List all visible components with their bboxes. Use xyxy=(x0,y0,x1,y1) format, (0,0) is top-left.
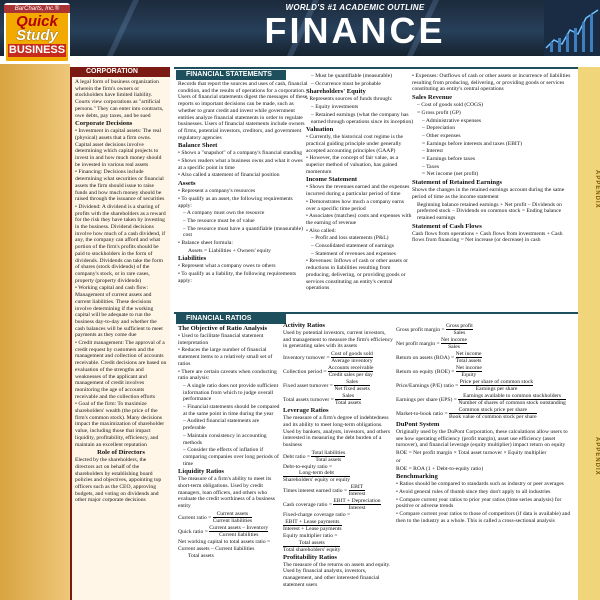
body-text: – Consider the effects of inflation if comparing companies over long periods of time xyxy=(183,447,279,467)
formula-numerator: Sales xyxy=(334,379,369,386)
body-text: • Compare current year ratios to prior year ratios (time series analysis) for positive or adverse trends xyxy=(396,496,562,510)
formula-fraction xyxy=(213,511,252,524)
section-heading: Statement of Retained Earnings xyxy=(412,179,502,187)
formula-fraction xyxy=(349,484,366,497)
financial-ratios-col-3 xyxy=(396,322,576,600)
formula-numerator: EBIT xyxy=(349,484,366,491)
formula-denominator: Total assets xyxy=(335,400,362,407)
formula-label: Inventory turnover = xyxy=(283,354,332,361)
formula-denominator: Total shareholders' equity xyxy=(283,546,341,553)
formula-fraction xyxy=(331,351,373,364)
formula-numerator: Cost of goods sold xyxy=(331,351,373,358)
formula-denominator: Sales xyxy=(448,344,460,350)
ratio-formula xyxy=(283,498,395,511)
formula-label: Total assets turnover = xyxy=(283,396,336,403)
formula-fraction xyxy=(328,365,374,378)
formula-denominator: Credit sales per day xyxy=(328,372,373,379)
formula-numerator: Current assets – Inventory xyxy=(209,524,269,531)
financial-statements-col-2 xyxy=(306,73,414,313)
body-text: – Depreciation xyxy=(422,125,456,132)
formula-label: Cash coverage ratio = xyxy=(283,502,334,509)
body-text: • Reduces the large number of financial statement items to a relatively small set of ratios xyxy=(178,347,273,367)
formula-label: Return on equity (ROE) = xyxy=(396,368,456,375)
formula-numerator: Common stock price per share xyxy=(449,407,537,414)
body-text: Records that report the sources and uses of cash, financial condition, and the results of operations for a corporation. Users of financial statements digest the messages of these reports so important decisions can be made, such as whether to grant credit and invest while government entities analyze financial statements in order to regulate businesses. Users of financial statements include owners of firms, potential investors, creditors, and government regulatory agencies xyxy=(178,81,308,141)
formula-numerator: EBIT + Depreciation xyxy=(333,498,381,505)
formula-label: Fixed asset turnover = xyxy=(283,382,335,389)
formula-numerator: Gross profit xyxy=(445,323,473,329)
body-text: Net working capital to total assets ratio = Current assets – Current liabilities xyxy=(178,538,271,552)
body-text: Originally used by the DuPont Corporation, these calculations allow users to see how operating efficiency (profit margin), asset use efficiency (asset turnover), and financial leverage (equity multiplier) impact return on equity xyxy=(396,429,568,449)
ratio-formula xyxy=(396,407,576,420)
body-text: • Also called a statement of financial position xyxy=(178,172,280,179)
body-text: Used by potential investors, current investors, and management to measure the firm's efficiency in generating sales with its assets xyxy=(283,330,393,350)
formula-numerator: Net income xyxy=(455,365,482,371)
corporate-decision-item: • Working capital and cash flow: Management of current assets and current liabilities. These decisions involve determining if the working capital will be adequate to run the business day-to-day and whether the cash balances will be sufficient to meet payments as they come due xyxy=(75,285,163,339)
formula-label: Equity multiplier ratio = xyxy=(283,533,338,540)
quickstudy-logo: BarCharts, Inc.® Quick Study BUSINESS xyxy=(4,3,70,63)
formula-fraction xyxy=(283,470,350,483)
tagline: WORLD'S #1 ACADEMIC OUTLINE xyxy=(285,3,425,12)
corporation-heading: CORPORATION xyxy=(72,67,170,77)
formula-fraction xyxy=(441,337,467,350)
corporate-decision-item: • Goal of the firm: To maximize shareholders' wealth (the price of the firm's common stock). Many decisions impact the maximization of shareholder value, including those that impact liquidity, profitability, efficiency, and maintain an excellent reputation xyxy=(75,401,165,448)
ratio-formula xyxy=(283,484,395,497)
formula-fraction xyxy=(283,519,342,532)
body-text: – Consolidated statement of earnings xyxy=(311,243,394,250)
ratio-formula xyxy=(178,525,282,538)
body-text: or xyxy=(396,457,401,464)
body-text: • However, the concept of fair value, as a superior method of valuation, has gained momentum xyxy=(306,155,399,175)
formula-label: Debt ratio = xyxy=(283,453,312,460)
ratio-formula xyxy=(396,337,576,350)
body-text: Shows the changes in the retained earnings account during the same period of time as the income statement xyxy=(412,187,565,200)
body-text: • Represents sources of funds through: xyxy=(306,96,393,103)
body-text: • Used to facilitate financial statement interpretation xyxy=(178,333,264,346)
formula-label: Fixed-charge coverage ratio = xyxy=(283,512,351,519)
ratio-formula xyxy=(396,351,576,364)
formula-fraction xyxy=(460,379,533,392)
formula-label: Gross profit margin = xyxy=(396,326,446,333)
formula-denominator: Net fixed assets xyxy=(334,386,370,393)
formula-denominator: Sales xyxy=(453,330,466,336)
body-text: – Audited financial statements are preferable xyxy=(183,418,260,432)
formula-fraction xyxy=(335,393,361,406)
corporate-decision-item: • Financing: Decisions include determining what securities or financial assets the firm should issue to raise funds and how much money should be raised through the issuance of securities xyxy=(75,169,165,203)
formula-denominator: Book value of common stock per share xyxy=(449,414,537,420)
formula-label: Price/Earnings (P/E) ratio = xyxy=(396,382,460,389)
section-heading: Income Statement xyxy=(306,176,358,184)
body-text: – The resource must be of value xyxy=(183,217,255,224)
formula-fraction xyxy=(446,323,473,336)
formula-fraction xyxy=(456,351,482,364)
ratio-formula xyxy=(396,379,576,392)
formula-numerator: Total assets xyxy=(283,540,340,547)
body-text: ROE = Net profit margin × Total asset turnover × Equity multiplier xyxy=(396,450,547,457)
body-text: – Statement of revenues and expenses xyxy=(311,250,396,257)
section-heading: Valuation xyxy=(306,126,334,134)
body-text: Total assets xyxy=(188,553,214,560)
formula-numerator: Total liabilities xyxy=(311,449,346,456)
formula-numerator: Price per share of common stock xyxy=(459,379,534,385)
body-text: – Administrative expenses xyxy=(422,117,482,124)
body-text: – A single ratio does not provide sufficient information from which to judge overall performance xyxy=(183,382,279,403)
formula-fraction xyxy=(333,498,380,511)
formula-numerator: Sales xyxy=(335,393,361,400)
body-text: – Cost of goods sold (COGS) xyxy=(417,102,484,109)
ratio-formula xyxy=(283,533,395,553)
formula-label: Market-to-book ratio = xyxy=(396,410,450,417)
corporate-decisions-heading: Corporate Decisions xyxy=(75,120,133,128)
body-text: – The resource must have a quantifiable (measurable) cost xyxy=(183,225,303,239)
body-text: = Gross profit (GP) xyxy=(417,109,461,116)
body-text: – Retained earnings (what the company has earned through operations since its inception) xyxy=(311,111,414,125)
formula-denominator: Total assets xyxy=(315,456,342,463)
formula-fraction xyxy=(449,407,537,420)
formula-denominator: Shareholders' equity or equity xyxy=(283,477,351,484)
section-heading: Profitability Ratios xyxy=(283,553,337,561)
formula-label: Times interest earned ratio = xyxy=(283,488,349,495)
ratio-formula xyxy=(396,365,576,378)
body-text: – Occurrence must be probable xyxy=(311,80,381,87)
corporation-section xyxy=(70,67,170,600)
section-heading: Assets xyxy=(178,180,196,188)
role-of-directors-text: Elected by the shareholders, the directors act on behalf of the shareholders by establishing board policies and objectives, appointing top officers such as the CEO, approving budgets, and voting on dividends and other major corporate decisions xyxy=(75,457,162,504)
formula-fraction xyxy=(456,365,482,378)
body-text: – A company must own the resource xyxy=(183,210,265,217)
body-text: – Must be quantifiable (measurable) xyxy=(311,73,393,79)
corporation-intro: A legal form of business organization wherein the firm's owners or stockholders have limited liability. Courts view corporations as "artificial persons." They can enter into contracts, owe debts, pay taxes, and be sued xyxy=(75,79,164,119)
body-text: Beginning balance retained earnings + Net profit – Dividends on preferred stock – Dividends on common stock = Ending balance retained earnings xyxy=(417,201,562,221)
ratio-formula xyxy=(283,464,395,484)
body-text: • Shows a "snapshot" of a company's financial standing xyxy=(178,150,303,157)
left-decorative-bar xyxy=(0,64,70,600)
body-text: • Shows the revenues earned and the expenses incurred during a particular period of time xyxy=(306,184,410,198)
ratio-formula xyxy=(283,365,395,378)
financial-ratios-col-1 xyxy=(178,325,282,600)
financial-statements-heading: FINANCIAL STATEMENTS xyxy=(176,70,286,80)
body-text: – Taxes xyxy=(422,163,440,170)
financial-ratios-heading: FINANCIAL RATIOS xyxy=(176,314,286,324)
ratio-formula xyxy=(396,393,576,406)
body-text: • There are certain caveats when conducting ratio analysis: xyxy=(178,368,277,382)
formula-fraction xyxy=(334,379,369,392)
formula-numerator: Current assets xyxy=(213,511,252,518)
formula-label: Return on assets (ROA) = xyxy=(396,354,456,361)
body-text: Cash flows from operations + Cash flows from investments + Cash flows from financing = Net increase (or decrease) in cash xyxy=(412,230,563,244)
ratio-formula xyxy=(283,393,395,406)
corporate-decision-item: • Dividend: A dividend is a sharing of profits with the shareholders as a reward for the risk they have taken by investing in the business. Dividend decisions involve how much of a cash dividend, if any, the company can afford and what portion of the firm's profits should be paid to stockholders in the form of dividends. Dividends can take the form of shares (stock dividends) of the company's stock, or in rare cases, property (property dividends) xyxy=(75,203,166,284)
formula-denominator: Interest + Lease payments xyxy=(283,526,342,533)
body-text: – Other expenses xyxy=(422,132,461,139)
formula-numerator: Net income xyxy=(455,351,482,357)
body-text: • Compare current year ratios to those of competitors (if data is available) and then to the industry as a whole. This is called a cross-sectional analysis xyxy=(396,511,571,524)
ratio-formula xyxy=(283,512,395,532)
ratio-formula xyxy=(178,511,282,524)
body-text: = Earnings before interests and taxes (EBIT) xyxy=(422,140,523,147)
corporate-decision-item: • Credit management: The approval of a credit request by customers and the management and collection of accounts receivable. Credit decisions are based on evaluation of the strengths and weaknesses of the applicant and management of credit involves monitoring the age of accounts receivable and the collection efforts xyxy=(75,340,167,400)
formula-fraction xyxy=(458,393,566,406)
formula-denominator: Earnings per share xyxy=(475,386,518,392)
formula-numerator: Long-term debt xyxy=(283,470,350,477)
appendix-tab-bottom: APPENDIX xyxy=(578,312,600,600)
body-text: – Profit and loss statements (P&L) xyxy=(311,235,389,242)
formula-label: Net profit margin = xyxy=(396,340,441,347)
formula-label: Debt-to-equity ratio = xyxy=(283,463,333,470)
formula-label: Earnings per share (EPS) = xyxy=(396,396,459,403)
body-text: – Maintain consistency in accounting methods xyxy=(183,432,267,446)
formula-numerator: EBIT + Lease payments xyxy=(283,519,342,526)
section-heading: Sales Revenue xyxy=(412,94,453,102)
ratio-formula xyxy=(283,379,395,392)
body-text: ROE = ROA (1 + Debt-to-equity ratio) xyxy=(396,465,484,472)
formula-denominator: Interest xyxy=(348,491,366,498)
financial-ratios-col-2 xyxy=(283,322,395,600)
body-text: The measure of a firm's degree of indebtedness and its ability to meet long-term obligations. Used by bankers, analysts, investors, and others interested in measuring the debt burden of a business xyxy=(283,415,391,448)
section-heading: Shareholders' Equity xyxy=(306,88,366,96)
body-text: • Expenses: Outflows of cash or other assets or incurrence of liabilities resulting from producing, delivering, or providing goods or services constituting an entity's central operations xyxy=(412,73,571,93)
formula-denominator: Interest xyxy=(348,505,366,512)
body-text: • Currently, the historical cost regime is the practical guiding principle under generally accepted accounting principles (GAAP) xyxy=(306,134,403,154)
ratio-formula xyxy=(396,323,576,336)
stock-chart-icon xyxy=(544,0,600,56)
financial-statements-col-3 xyxy=(412,73,574,313)
corporate-decisions-list xyxy=(75,128,167,448)
formula-denominator: Current liabilities xyxy=(219,531,259,538)
formula-numerator: Earnings available to common stockholders xyxy=(458,393,566,400)
ratio-formula xyxy=(283,351,395,364)
body-text: The measure of a firm's ability to meet its short-term obligations. Used by credit managers, loan officers, and others who evaluate the credit worthiness of a business entity xyxy=(178,476,275,510)
body-text: – Equity investments xyxy=(311,104,359,111)
section-heading: Balance Sheet xyxy=(178,142,218,150)
ratio-formula xyxy=(283,450,395,463)
body-text: • Associates (matches) costs and expenses with the earning of revenue xyxy=(306,213,412,226)
formula-fraction xyxy=(209,525,268,538)
page-title: FINANCE xyxy=(264,10,446,51)
formula-denominator: Total assets xyxy=(455,358,482,364)
body-text: • Ratios should be compared to standards such as industry or peer averages xyxy=(396,481,564,488)
section-heading: Liabilities xyxy=(178,255,207,263)
body-text: • Represent what a company owes to others xyxy=(178,263,276,270)
body-text: = Net income (net profit) xyxy=(422,171,479,178)
body-text: – Financial statements should be compared at the same point in time during the year xyxy=(183,404,280,417)
formula-fraction xyxy=(311,450,345,463)
section-heading: Benchmarking xyxy=(396,473,438,481)
formula-fraction xyxy=(283,540,340,553)
formula-numerator: Accounts receivable xyxy=(327,365,374,372)
financial-statements-col-1 xyxy=(178,81,308,311)
section-heading: Activity Ratios xyxy=(283,322,325,329)
formula-numerator: Net income xyxy=(441,337,467,343)
body-text: – Interest xyxy=(422,148,443,155)
formula-denominator: Number of shares of common stock outstanding xyxy=(458,400,566,406)
body-text: • To qualify as an asset, the following requirements apply: xyxy=(178,195,293,209)
body-text: • Revenues: Inflows of cash or other assets or reductions in liabilities resulting from producing, delivering, or providing goods or services constituting an entity's central operations xyxy=(306,258,408,292)
body-text: The measure of the returns on assets and equity. Used by financial analysts, investors, management, and other interested financial statement users xyxy=(283,561,391,588)
formula-denominator: Current liabilities xyxy=(212,517,253,524)
body-text: Assets = Liabilities + Owners' equity xyxy=(188,247,271,254)
body-text: • Avoid general rules of thumb since they don't apply to all industries xyxy=(396,488,551,495)
body-text: • Also called: xyxy=(306,227,336,234)
corporate-decision-item: • Investment in capital assets: The real (physical) assets that a firm owns. Capital asset decisions involve determining which capital projects to invest in and how much money should be invested in various real assets xyxy=(75,128,162,168)
role-of-directors-heading: Role of Directors xyxy=(97,449,145,457)
formula-label: Current ratio = xyxy=(178,514,213,521)
formula-denominator: Equity xyxy=(461,372,477,378)
body-text: • Shows readers what a business owns and what it owes at a specific point in time xyxy=(178,158,303,171)
formula-denominator: Average inventory xyxy=(331,358,373,365)
header-banner xyxy=(0,0,600,56)
body-text: • Balance sheet formula: xyxy=(178,240,233,247)
section-heading: The Objective of Ratio Analysis xyxy=(178,325,268,332)
body-text: • Represent a company's resources xyxy=(178,188,256,195)
body-text: = Earnings before taxes xyxy=(422,156,476,163)
section-heading: Statement of Cash Flows xyxy=(412,222,482,230)
formula-label: Quick ratio = xyxy=(178,528,210,535)
body-text: • To qualify as a liability, the following requirements apply: xyxy=(178,271,297,284)
section-heading: Liquidity Ratios xyxy=(178,468,224,476)
formula-label: Collection period = xyxy=(283,368,328,375)
body-text: • Demonstrates how much a company earns over a specific time period xyxy=(306,198,404,212)
appendix-tab-top: APPENDIX xyxy=(578,67,600,312)
section-heading: DuPont System xyxy=(396,421,440,428)
section-heading: Leverage Ratios xyxy=(283,407,329,415)
